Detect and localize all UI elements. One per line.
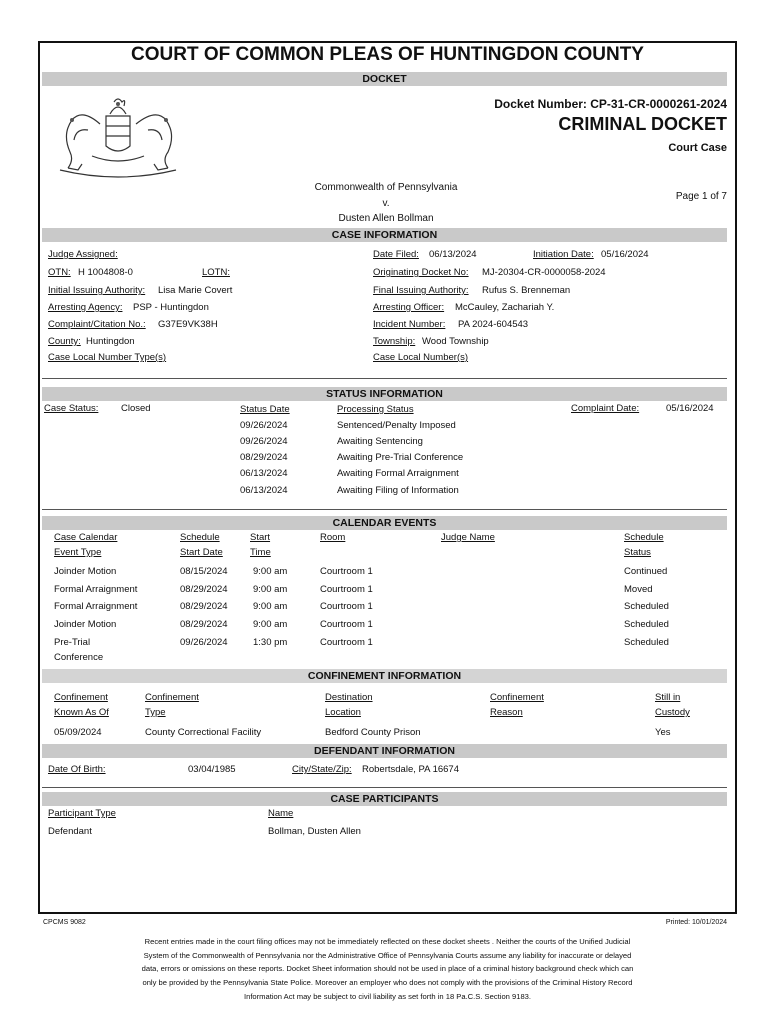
page-info: Page 1 of 7 [675, 191, 727, 202]
processing-status: Awaiting Filing of Information [337, 485, 459, 496]
event-date: 08/29/2024 [180, 584, 228, 595]
divider [42, 378, 727, 379]
initial-authority-value: Lisa Marie Covert [158, 285, 233, 296]
event-room: Courtroom 1 [320, 619, 373, 630]
processing-status-header: Processing Status [337, 404, 414, 415]
known-as-of-header: Known As Of [54, 707, 109, 718]
confinement-reason-header: Reason [490, 707, 523, 718]
court-title: COURT OF COMMON PLEAS OF HUNTINGDON COUNTY [131, 44, 644, 65]
event-room: Courtroom 1 [320, 637, 373, 648]
event-date: 08/15/2024 [180, 566, 228, 577]
initiation-date-value: 05/16/2024 [601, 249, 649, 260]
processing-status: Awaiting Formal Arraignment [337, 468, 459, 479]
start-time-header: Time [250, 547, 271, 558]
docket-number: Docket Number: CP-31-CR-0000261-2024 [494, 97, 727, 111]
event-type: Joinder Motion [54, 566, 117, 577]
otn-label: OTN: [48, 267, 71, 278]
originating-docket-label: Originating Docket No: [373, 267, 469, 278]
processing-status: Awaiting Sentencing [337, 436, 423, 447]
county-label: County: [48, 336, 81, 347]
event-time: 1:30 pm [253, 637, 288, 648]
arresting-officer-label: Arresting Officer: [373, 302, 445, 313]
confinement-reason-header: Confinement [490, 692, 544, 703]
destination-value: Bedford County Prison [325, 727, 421, 738]
still-in-custody-header: Still in [655, 692, 681, 703]
complaint-value: G37E9VK38H [158, 319, 218, 330]
dob-label: Date Of Birth: [48, 764, 106, 775]
event-time: 9:00 am [253, 619, 288, 630]
event-type: Formal Arraignment [54, 584, 138, 595]
complaint-date-value: 05/16/2024 [666, 403, 714, 414]
event-status: Scheduled [624, 637, 669, 648]
incident-value: PA 2024-604543 [458, 319, 529, 330]
arresting-agency-label: Arresting Agency: [48, 302, 123, 313]
disclaimer-line: data, errors or omissions on these reports. Docket Sheet information should not be used in place of a criminal history background check which can [141, 964, 634, 973]
case-status-label: Case Status: [44, 403, 99, 414]
event-type-header: Event Type [54, 547, 102, 558]
case-kind: Court Case [668, 142, 727, 154]
county-value: Huntingdon [86, 336, 135, 347]
start-date-header: Schedule [180, 532, 220, 543]
defendant-information-bar: DEFENDANT INFORMATION [42, 744, 727, 758]
confinement-type-header: Confinement [145, 692, 199, 703]
date-filed-label: Date Filed: [373, 249, 419, 260]
event-room: Courtroom 1 [320, 584, 373, 595]
local-number-label: Case Local Number(s) [373, 352, 469, 363]
judge-name-header: Judge Name [441, 532, 495, 543]
status-date: 09/26/2024 [240, 436, 288, 447]
event-status: Continued [624, 566, 668, 577]
event-status: Scheduled [624, 619, 669, 630]
otn-value: H 1004808-0 [78, 267, 133, 278]
event-type-continued: Conference [54, 652, 104, 663]
room-header: Room [320, 532, 346, 543]
destination-header: Destination [325, 692, 373, 703]
case-participants-bar: CASE PARTICIPANTS [42, 792, 727, 806]
confinement-type-header: Type [145, 707, 166, 718]
dob-value: 03/04/1985 [188, 764, 236, 775]
event-status: Scheduled [624, 601, 669, 612]
event-type: Formal Arraignment [54, 601, 138, 612]
event-date: 08/29/2024 [180, 619, 228, 630]
judge-label: Judge Assigned: [48, 249, 118, 260]
township-value: Wood Township [422, 336, 489, 347]
event-date: 09/26/2024 [180, 637, 228, 648]
processing-status: Awaiting Pre-Trial Conference [337, 452, 464, 463]
status-information-bar: STATUS INFORMATION [42, 387, 727, 401]
complaint-label: Complaint/Citation No.: [48, 319, 146, 330]
docket-bar: DOCKET [42, 72, 727, 86]
participant-name-header: Name [268, 808, 294, 819]
status-date: 06/13/2024 [240, 468, 288, 479]
still-in-custody-value: Yes [655, 727, 671, 738]
event-date: 08/29/2024 [180, 601, 228, 612]
incident-label: Incident Number: [373, 319, 446, 330]
calendar-events-bar: CALENDAR EVENTS [42, 516, 727, 530]
participant-type-value: Defendant [48, 826, 92, 837]
event-type: Joinder Motion [54, 619, 117, 630]
status-date-header: Status Date [240, 404, 290, 415]
case-status-value: Closed [121, 403, 151, 414]
final-authority-value: Rufus S. Brenneman [482, 285, 571, 296]
status-date: 09/26/2024 [240, 420, 288, 431]
known-as-of-header: Confinement [54, 692, 108, 703]
disclaimer-line: Information Act may be subject to civil liability as set forth in 18 Pa.C.S. Section 9183. [243, 992, 532, 1001]
form-id: CPCMS 9082 [43, 919, 86, 926]
divider [42, 509, 727, 510]
status-date: 06/13/2024 [240, 485, 288, 496]
start-date-header: Start Date [180, 547, 223, 558]
status-date: 08/29/2024 [240, 452, 288, 463]
schedule-status-header: Status [624, 547, 651, 558]
disclaimer-line: only be provided by the Pennsylvania State Police. Moreover an employer who does not comply with the provisions of the Criminal History Record [142, 978, 633, 987]
confinement-information-bar: CONFINEMENT INFORMATION [42, 669, 727, 683]
caption-line-1: Commonwealth of Pennsylvania [314, 182, 458, 193]
docket-type: CRIMINAL DOCKET [558, 114, 727, 134]
confinement-type-value: County Correctional Facility [145, 727, 262, 738]
event-time: 9:00 am [253, 566, 288, 577]
city-state-zip-label: City/State/Zip: [292, 764, 352, 775]
initiation-date-label: Initiation Date: [533, 249, 594, 260]
schedule-status-header: Schedule [624, 532, 664, 543]
initial-authority-label: Initial Issuing Authority: [48, 285, 146, 296]
date-filed-value: 06/13/2024 [429, 249, 477, 260]
originating-docket-value: MJ-20304-CR-0000058-2024 [482, 267, 606, 278]
event-type: Pre-Trial [54, 637, 91, 648]
complaint-date-label: Complaint Date: [571, 403, 640, 414]
caption-line-3: Dusten Allen Bollman [338, 213, 434, 224]
local-type-label: Case Local Number Type(s) [48, 352, 167, 363]
event-status: Moved [624, 584, 653, 595]
event-time: 9:00 am [253, 601, 288, 612]
divider [42, 787, 727, 788]
participant-name-value: Bollman, Dusten Allen [268, 826, 361, 837]
printed-date: Printed: 10/01/2024 [665, 919, 727, 926]
township-label: Township: [373, 336, 416, 347]
start-time-header: Start [250, 532, 271, 543]
pennsylvania-seal-icon [52, 94, 184, 180]
caption-line-2: v. [382, 198, 390, 209]
arresting-officer-value: McCauley, Zachariah Y. [455, 302, 555, 313]
destination-header: Location [325, 707, 361, 718]
case-information-bar: CASE INFORMATION [42, 228, 727, 242]
processing-status: Sentenced/Penalty Imposed [337, 420, 456, 431]
city-state-zip-value: Robertsdale, PA 16674 [362, 764, 460, 775]
event-type-header: Case Calendar [54, 532, 118, 543]
arresting-agency-value: PSP - Huntingdon [133, 302, 209, 313]
lotn-label: LOTN: [202, 267, 230, 278]
still-in-custody-header: Custody [655, 707, 690, 718]
known-as-of-value: 05/09/2024 [54, 727, 102, 738]
participant-type-header: Participant Type [48, 808, 116, 819]
final-authority-label: Final Issuing Authority: [373, 285, 469, 296]
disclaimer-line: System of the Commonwealth of Pennsylvania nor the Administrative Office of Pennsylvania Courts assume any liability for inaccurate or delayed [143, 951, 632, 960]
event-room: Courtroom 1 [320, 601, 373, 612]
event-time: 9:00 am [253, 584, 288, 595]
disclaimer-line: Recent entries made in the court filing offices may not be immediately reflected on these docket sheets . Neither the courts of the Unified Judicial [144, 937, 631, 946]
event-room: Courtroom 1 [320, 566, 373, 577]
